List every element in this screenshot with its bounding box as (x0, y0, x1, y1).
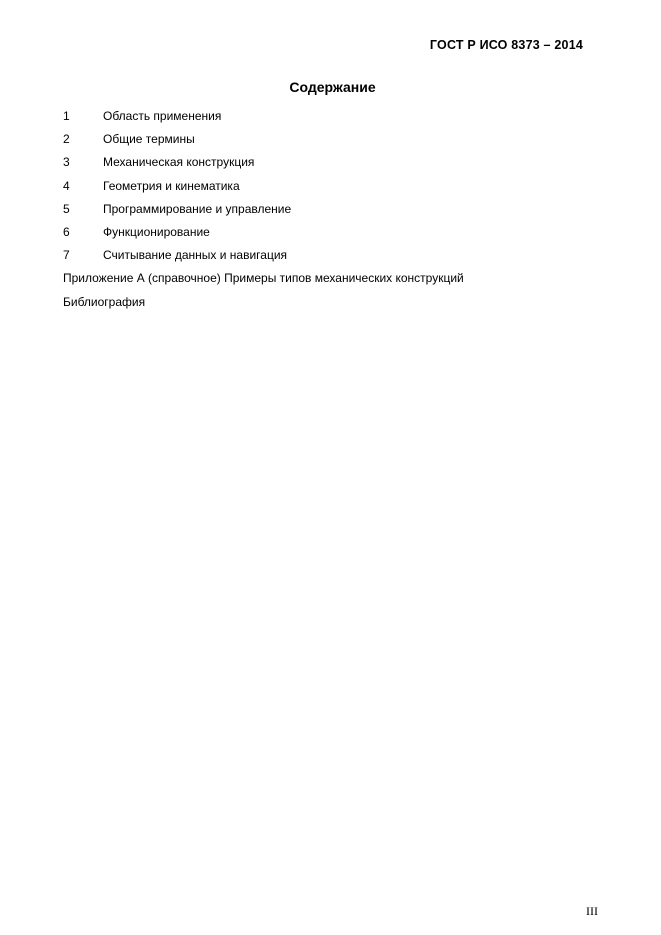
toc-entry-number: 3 (63, 155, 70, 170)
toc-entry-label: Область применения (103, 109, 222, 123)
toc-entry-7[interactable] (63, 244, 601, 267)
toc-entry-number: 5 (63, 201, 70, 216)
toc-entry-3[interactable] (63, 151, 601, 174)
table-of-contents (63, 105, 601, 314)
toc-entry-number: 7 (63, 248, 70, 263)
toc-entry-label: Механическая конструкция (103, 155, 255, 170)
page-title: Содержание (289, 79, 376, 95)
toc-entry-label: Считывание данных и навигация (103, 248, 288, 263)
toc-entry-label: Библиография (63, 294, 146, 309)
toc-entry-label: Геометрия и кинематика (103, 178, 240, 193)
toc-entry-bibliography[interactable] (63, 291, 601, 314)
toc-entry-5[interactable] (63, 198, 601, 221)
toc-entry-number: 1 (63, 109, 70, 123)
toc-entry-2[interactable] (63, 128, 601, 151)
toc-entry-number: 4 (63, 178, 70, 193)
toc-entry-1[interactable] (63, 105, 601, 128)
document-header: ГОСТ Р ИСО 8373 – 2014 (429, 38, 583, 52)
toc-entry-label: Общие термины (103, 132, 195, 147)
toc-entry-number: 6 (63, 224, 70, 239)
toc-entry-label: Программирование и управление (103, 201, 292, 216)
toc-entry-6[interactable] (63, 221, 601, 244)
toc-entry-number: 2 (63, 132, 70, 147)
page-number: III (586, 904, 598, 918)
toc-entry-label: Функционирование (103, 224, 210, 239)
toc-entry-4[interactable] (63, 175, 601, 198)
toc-entry-label: Приложение А (справочное) Примеры типов механических конструкций (63, 271, 464, 286)
toc-entry-appendix-a[interactable] (63, 267, 601, 290)
